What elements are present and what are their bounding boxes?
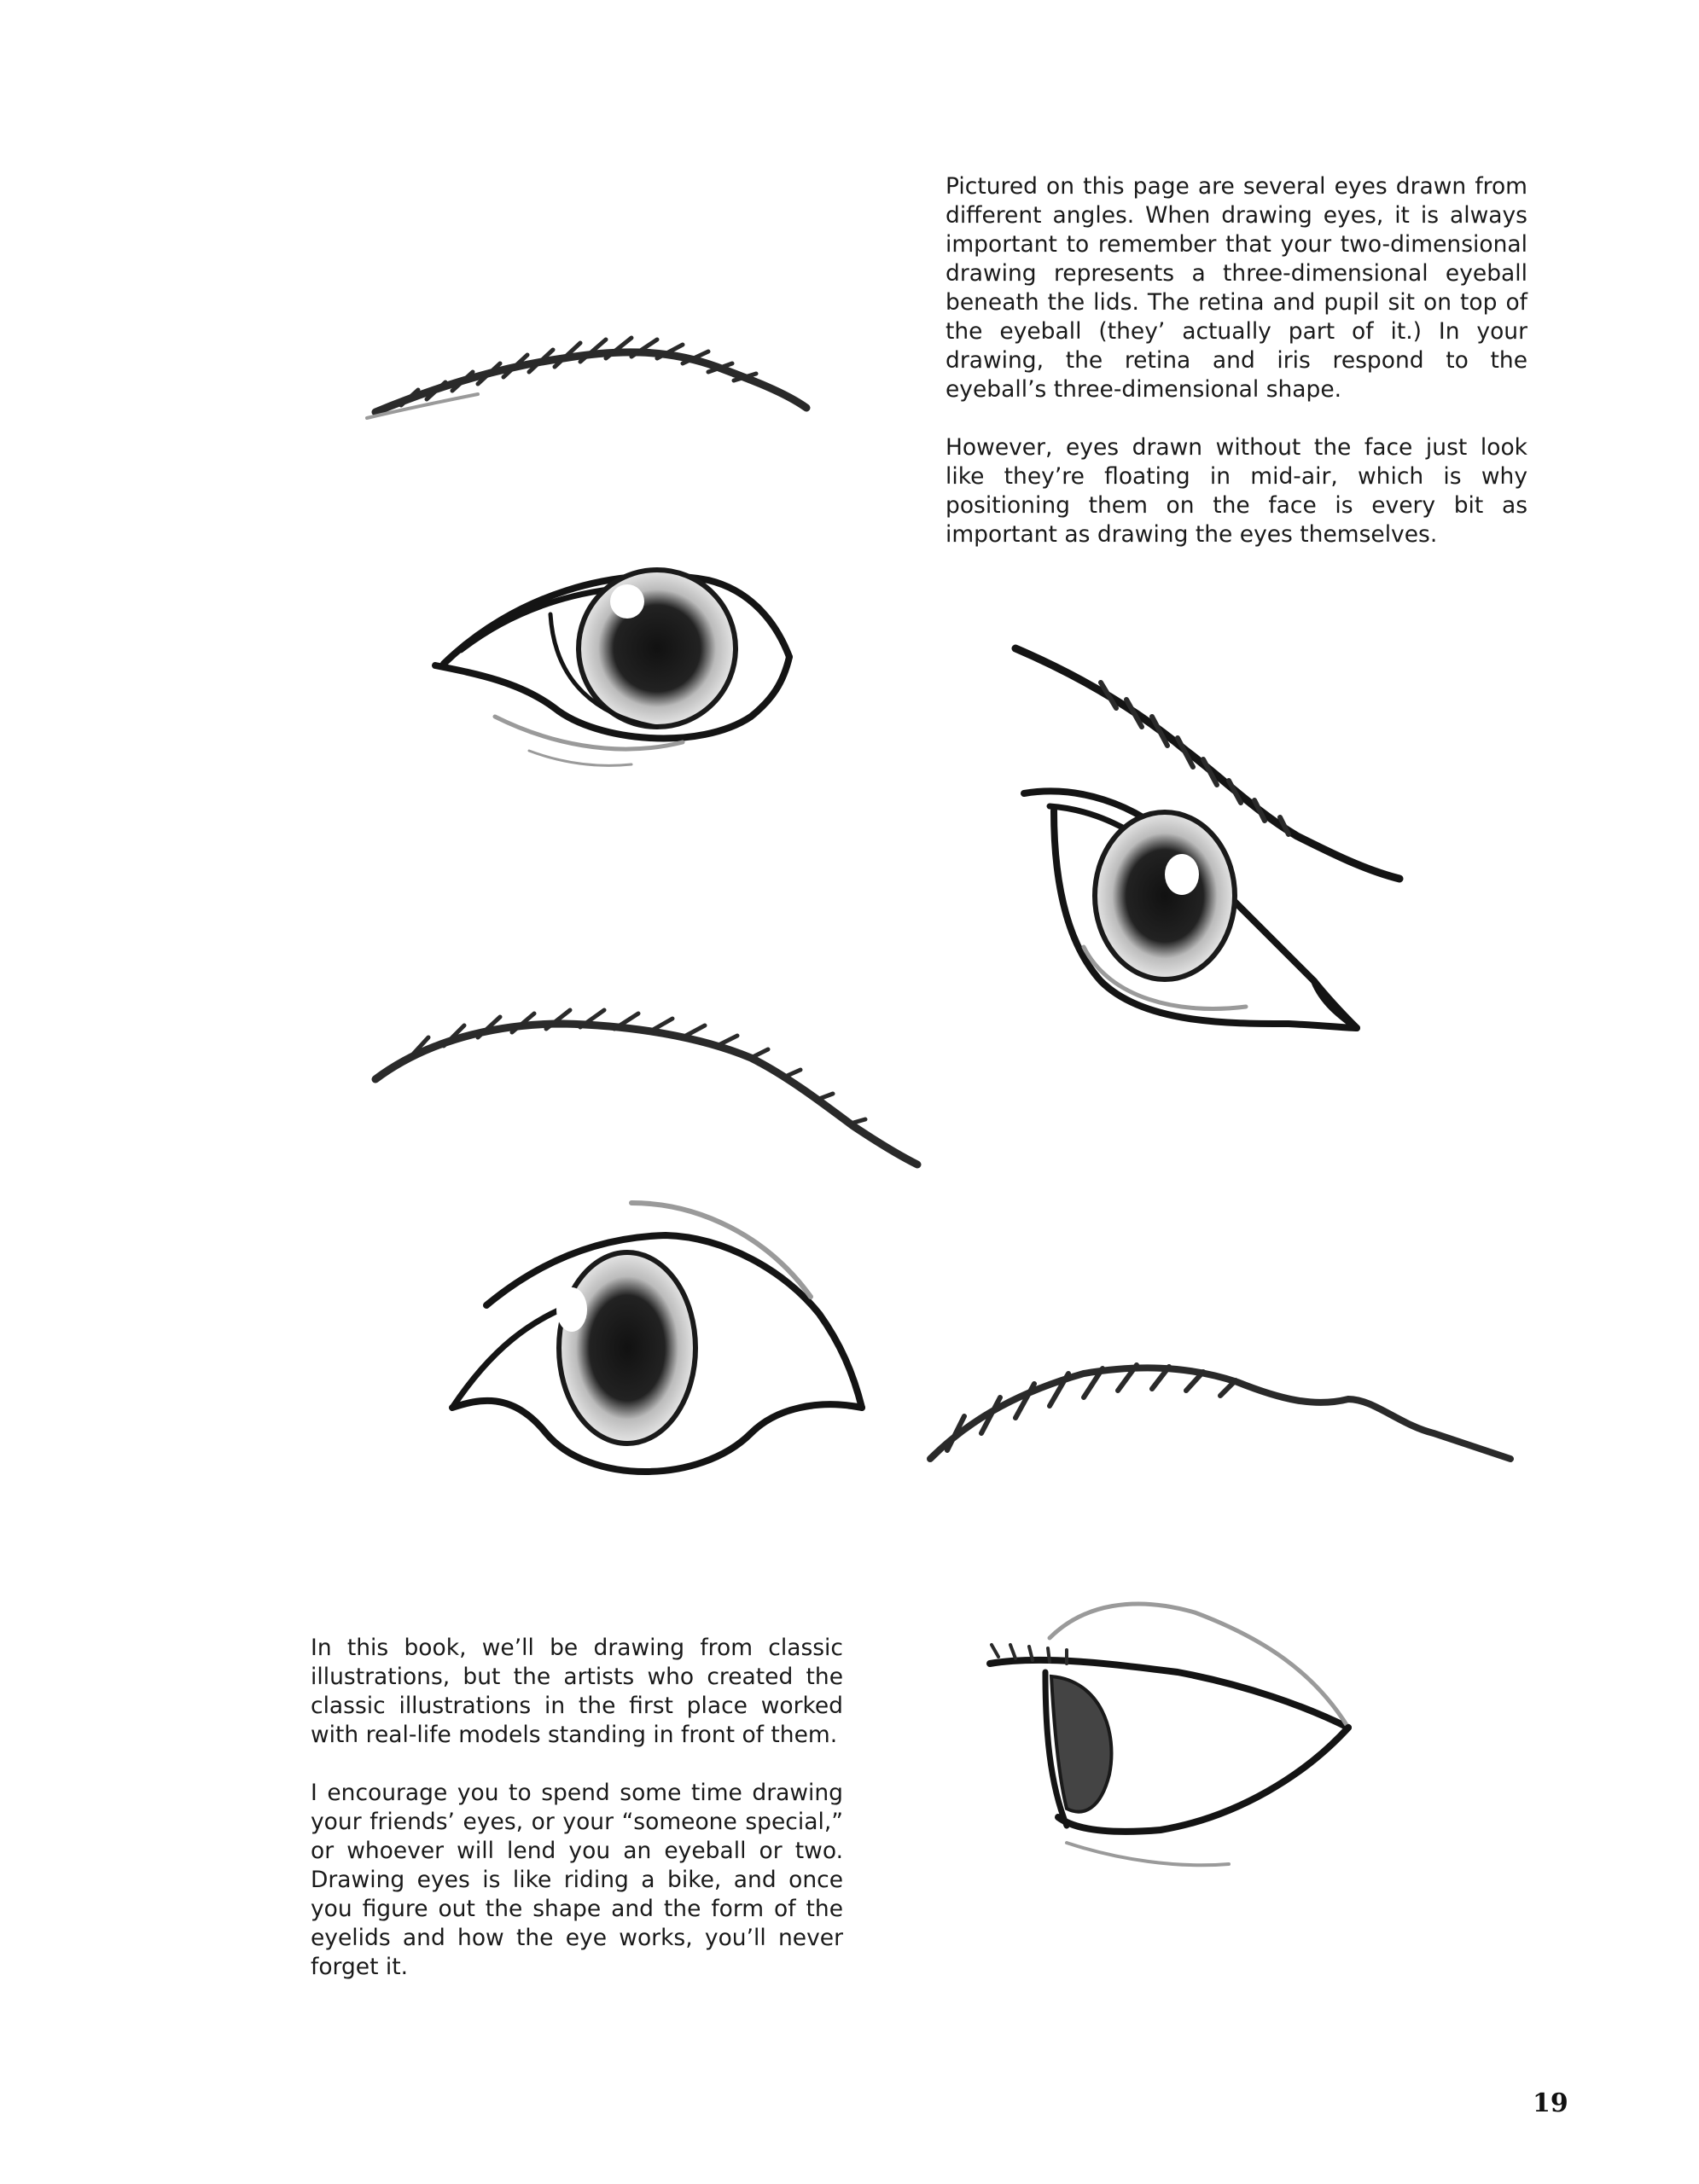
eye-1	[435, 570, 789, 765]
bottom-paragraph-2: I encourage you to spend some time drawing your friends’ eyes, or your “someone special,” or whoever will lend you an eyeball or two. Drawing eyes is like riding a bike, and once you figure out the shape and the form of the eyelids and how the eye works, you’ll never forget it.	[311, 1780, 843, 1980]
eye-4	[990, 1604, 1348, 1865]
eye-2	[1024, 792, 1357, 1029]
eyebrow-1	[367, 338, 806, 418]
bottom-paragraph-1: In this book, we’ll be drawing from classic illustrations, but the artists who created the classic illustrations in the first place worked with real-life models standing in front of them.	[311, 1635, 843, 1748]
top-paragraph-2: However, eyes drawn without the face just look like they’re floating in mid-air, which is why positioning them on the face is every bit as important as drawing the eyes themselves.	[946, 434, 1527, 548]
top-paragraph-1: Pictured on this page are several eyes drawn from different angles. When drawing eyes, it is always important to remember that your two-dimensional drawing represents a three-dimensional eyeball beneath the lids. The retina and pupil sit on top of the eyeball (they’ actually part of it.) In your drawing, the retina and iris respond to the eyeball’s three-dimensional shape.	[946, 173, 1527, 403]
page-number: 19	[1533, 2088, 1568, 2118]
bottom-text-block	[311, 1634, 843, 1982]
eyebrow-3	[375, 1010, 917, 1165]
eye-3	[452, 1203, 862, 1472]
eyebrow-4	[930, 1365, 1510, 1459]
